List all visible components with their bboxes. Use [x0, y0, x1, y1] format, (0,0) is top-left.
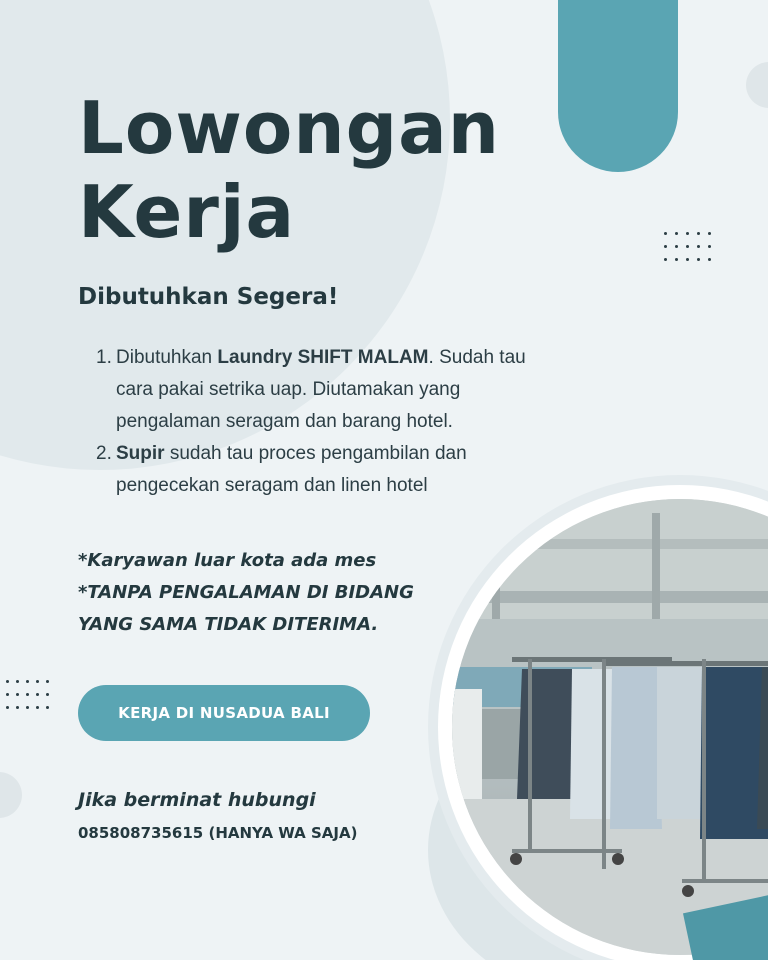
contact-phone[interactable]: 085808735615 (HANYA WA SAJA) [78, 824, 358, 842]
decorative-circle-right [746, 62, 768, 108]
note-line: *Karyawan luar kota ada mes [78, 550, 377, 571]
note-line: YANG SAMA TIDAK DITERIMA. [78, 614, 379, 635]
title-line-1: Lowongan [78, 86, 500, 170]
location-button[interactable]: KERJA DI NUSADUA BALI [78, 685, 370, 741]
job-prefix: Dibutuhkan [116, 347, 218, 368]
job-detail: . Sudah tau cara pakai setrika uap. Diutamakan yang pengalaman seragam dan barang hotel. [116, 347, 526, 432]
decorative-pill [558, 0, 678, 172]
job-description [116, 342, 566, 438]
notes [78, 545, 414, 641]
job-title: Laundry SHIFT MALAM [217, 347, 429, 368]
job-list [96, 342, 566, 502]
job-number: 2. [96, 443, 112, 464]
note-line: *TANPA PENGALAMAN DI BIDANG [78, 582, 414, 603]
decorative-circle-left [0, 772, 22, 818]
page-title [78, 86, 548, 254]
job-title: Supir [116, 443, 165, 464]
subtitle: Dibutuhkan Segera! [78, 284, 339, 310]
job-detail: sudah tau proces pengambilan dan pengecekan seragam dan linen hotel [116, 443, 467, 496]
title-line-2: Kerja [78, 170, 296, 254]
job-description [116, 438, 566, 502]
job-item [96, 342, 566, 438]
job-item [96, 438, 566, 502]
dot-grid-top [664, 232, 711, 261]
contact-label: Jika berminat hubungi [78, 789, 316, 811]
job-number: 1. [96, 347, 112, 368]
dot-grid-left [6, 680, 49, 709]
